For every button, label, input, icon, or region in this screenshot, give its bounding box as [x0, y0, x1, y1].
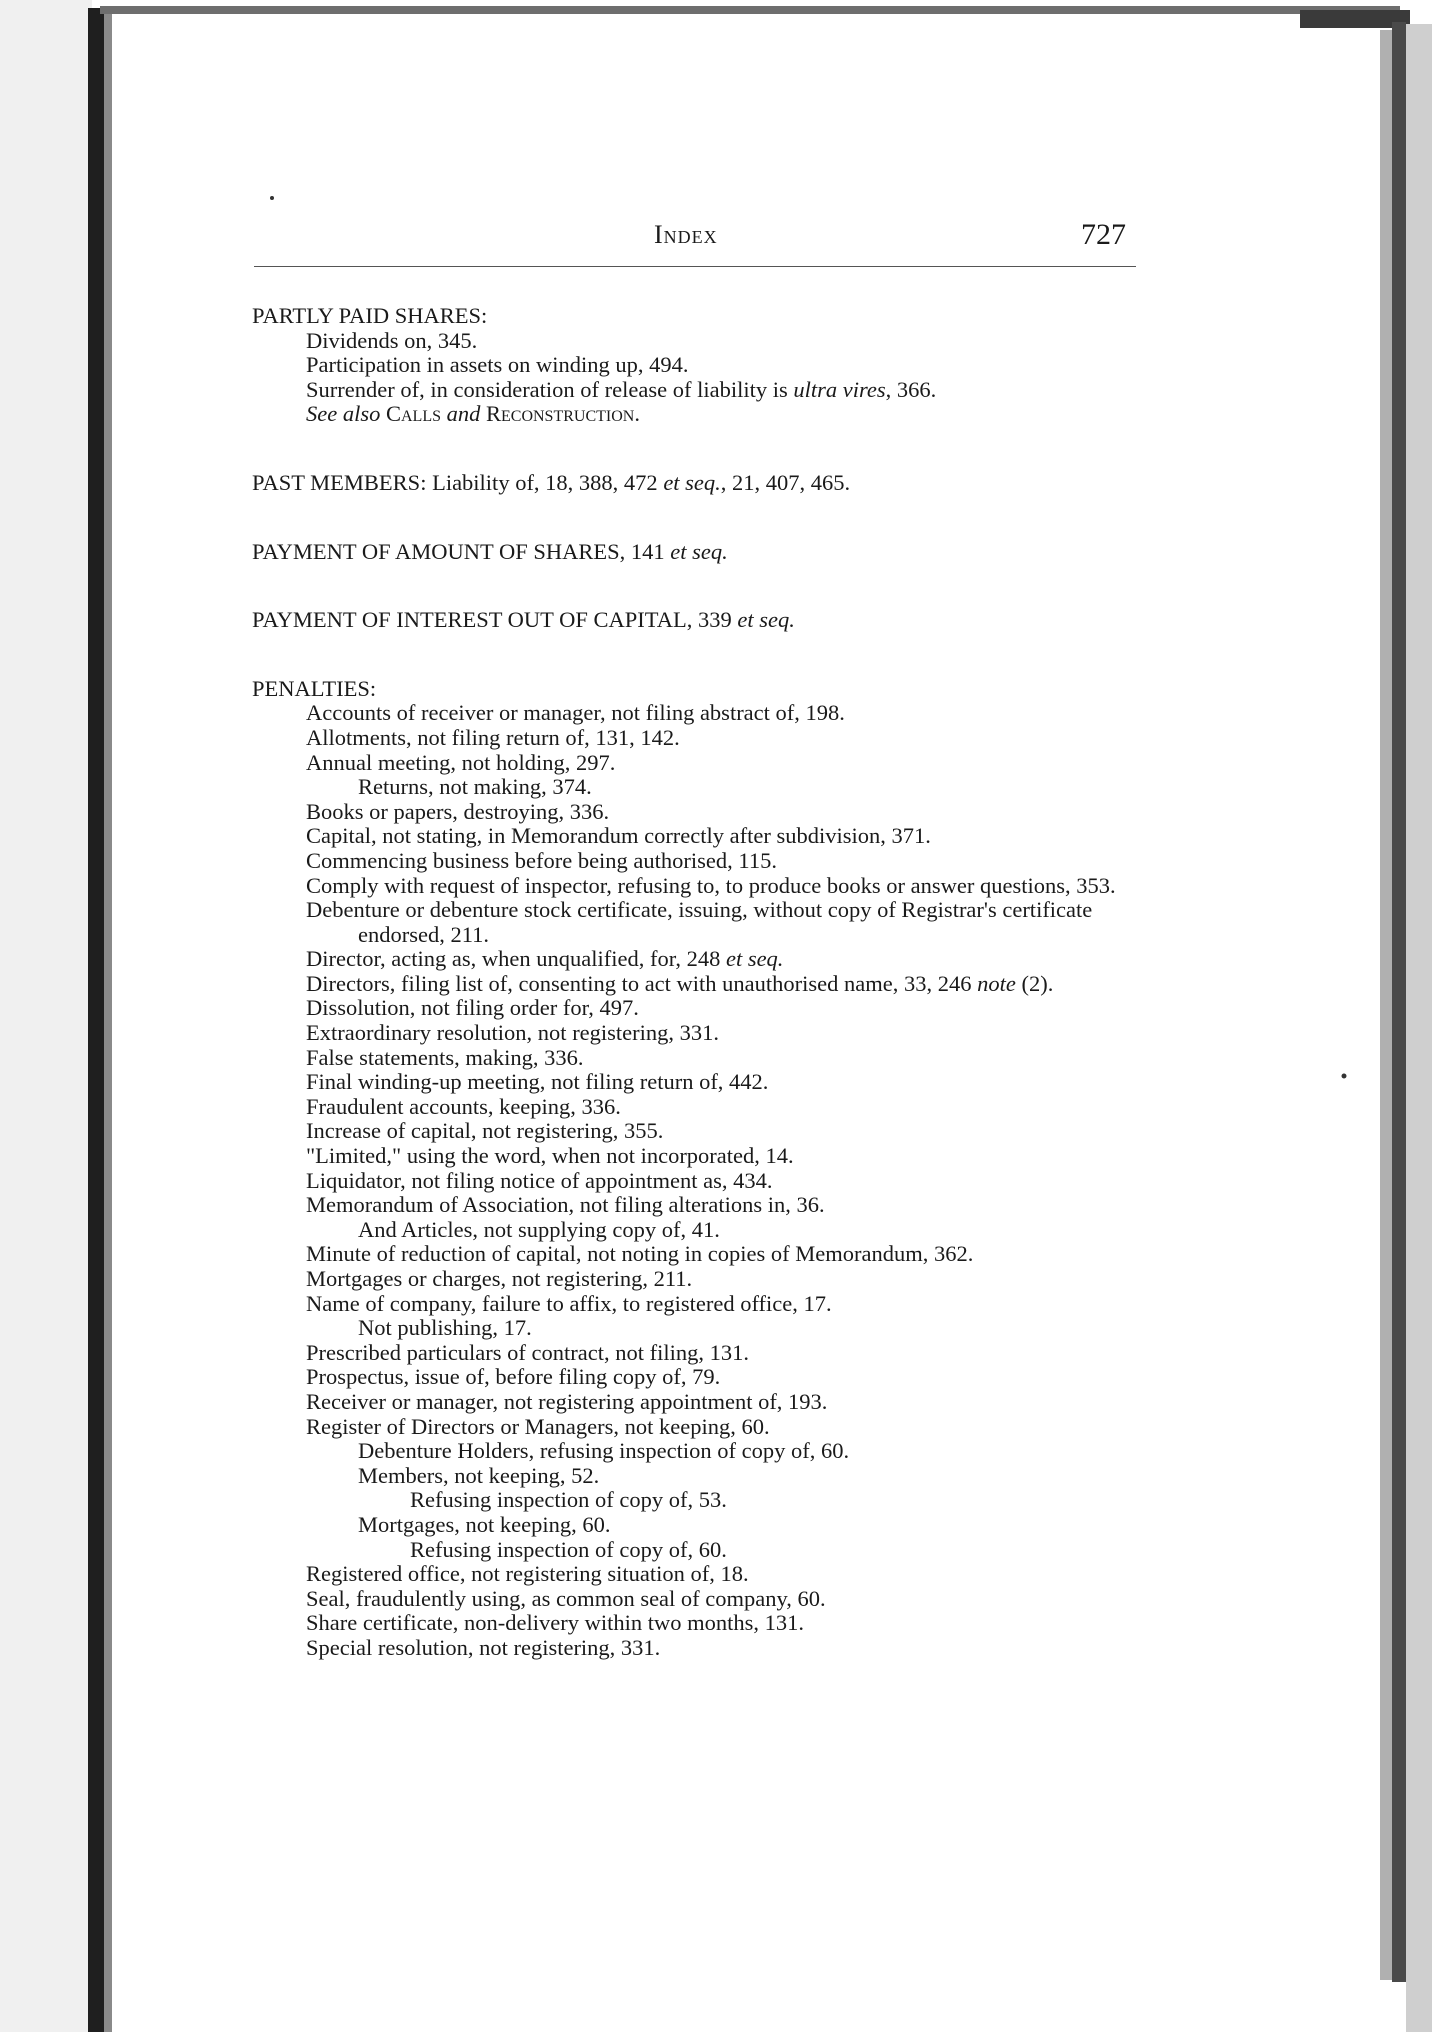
penalty-entry: Directors, filing list of, consenting to act with unauthorised name, 33, 246 note (2).	[306, 970, 1054, 996]
penalty-subentry: Mortgages, not keeping, 60.	[358, 1511, 611, 1537]
entry-see-also: See also Calls and Reconstruction.	[306, 401, 640, 427]
heading-payment-of-interest: PAYMENT OF INTEREST OUT OF CAPITAL, 339 et seq.	[252, 607, 795, 633]
heading-payment-of-amount-of-shares: PAYMENT OF AMOUNT OF SHARES, 141 et seq.	[252, 538, 728, 564]
penalty-entry: Seal, fraudulently using, as common seal of company, 60.	[306, 1585, 826, 1611]
entry-surrender-of: Surrender of, in consideration of release of liability is ultra vires, 366.	[306, 376, 937, 402]
penalty-entry: Liquidator, not filing notice of appointment as, 434.	[306, 1167, 773, 1193]
penalty-entry: Memorandum of Association, not filing alterations in, 36.	[306, 1192, 825, 1218]
penalty-subentry: Debenture Holders, refusing inspection of copy of, 60.	[358, 1438, 850, 1464]
penalty-entry: Allotments, not filing return of, 131, 142.	[306, 724, 680, 750]
penalty-subentry: Members, not keeping, 52.	[358, 1462, 600, 1488]
index-page	[250, 0, 1140, 2032]
penalty-entry: Prospectus, issue of, before filing copy of, 79.	[306, 1364, 721, 1390]
penalty-entry: Fraudulent accounts, keeping, 336.	[306, 1093, 621, 1119]
penalty-entry: Register of Directors or Managers, not keeping, 60.	[306, 1413, 770, 1439]
entry-participation-in-assets: Participation in assets on winding up, 494.	[306, 352, 689, 378]
penalty-subsubentry: Refusing inspection of copy of, 53.	[410, 1487, 727, 1513]
penalty-entry: Capital, not stating, in Memorandum correctly after subdivision, 371.	[306, 823, 931, 849]
penalty-entry: Annual meeting, not holding, 297.	[306, 749, 616, 775]
penalty-entry: Mortgages or charges, not registering, 211.	[306, 1266, 693, 1291]
heading-partly-paid-shares: PARTLY PAID SHARES:	[252, 303, 488, 328]
heading-past-members: PAST MEMBERS: Liability of, 18, 388, 472 et seq., 21, 407, 465.	[252, 469, 851, 495]
penalty-entry: "Limited," using the word, when not incorporated, 14.	[306, 1143, 794, 1169]
penalty-entry: Extraordinary resolution, not registering, 331.	[306, 1020, 720, 1046]
penalty-entry: Share certificate, non-delivery within two months, 131.	[306, 1610, 804, 1636]
running-header	[254, 218, 1136, 258]
penalty-entry: Dissolution, not filing order for, 497.	[306, 995, 639, 1021]
penalty-entry: Increase of capital, not registering, 355.	[306, 1118, 664, 1144]
penalty-entry: Special resolution, not registering, 331.	[306, 1634, 661, 1660]
penalty-entry: Debenture or debenture stock certificate, issuing, without copy of Registrar's certificate endorsed, 211.	[306, 897, 1093, 947]
penalty-entry: Final winding-up meeting, not filing return of, 442.	[306, 1069, 769, 1095]
penalty-entry: False statements, making, 336.	[306, 1044, 584, 1070]
penalty-entry: Director, acting as, when unqualified, for, 248 et seq.	[306, 946, 784, 972]
penalty-subentry: Returns, not making, 374.	[358, 774, 592, 800]
penalty-subsubentry: Refusing inspection of copy of, 60.	[410, 1536, 727, 1562]
header-rule	[254, 266, 1136, 267]
running-title: Index	[654, 220, 718, 249]
penalty-entry: Accounts of receiver or manager, not filing abstract of, 198.	[306, 700, 845, 726]
penalty-entry: Prescribed particulars of contract, not filing, 131.	[306, 1339, 749, 1365]
penalty-entry: Receiver or manager, not registering appointment of, 193.	[306, 1388, 828, 1414]
penalty-entry: Commencing business before being authorised, 115.	[306, 847, 777, 873]
penalty-subentry: And Articles, not supplying copy of, 41.	[358, 1216, 720, 1242]
penalty-entry: Comply with request of inspector, refusing to, to produce books or answer questions, 353.	[306, 872, 1116, 898]
heading-penalties: PENALTIES:	[252, 675, 377, 701]
penalty-entry: Books or papers, destroying, 336.	[306, 798, 610, 824]
index-body	[250, 304, 1140, 1661]
penalty-subentry: Not publishing, 17.	[358, 1315, 532, 1341]
entry-dividends-on: Dividends on, 345.	[306, 327, 478, 353]
page-number: 727	[1081, 218, 1126, 251]
penalty-entry: Registered office, not registering situation of, 18.	[306, 1561, 749, 1587]
penalty-entry: Name of company, failure to affix, to registered office, 17.	[306, 1290, 832, 1316]
penalty-entry: Minute of reduction of capital, not noting in copies of Memorandum, 362.	[306, 1241, 974, 1267]
